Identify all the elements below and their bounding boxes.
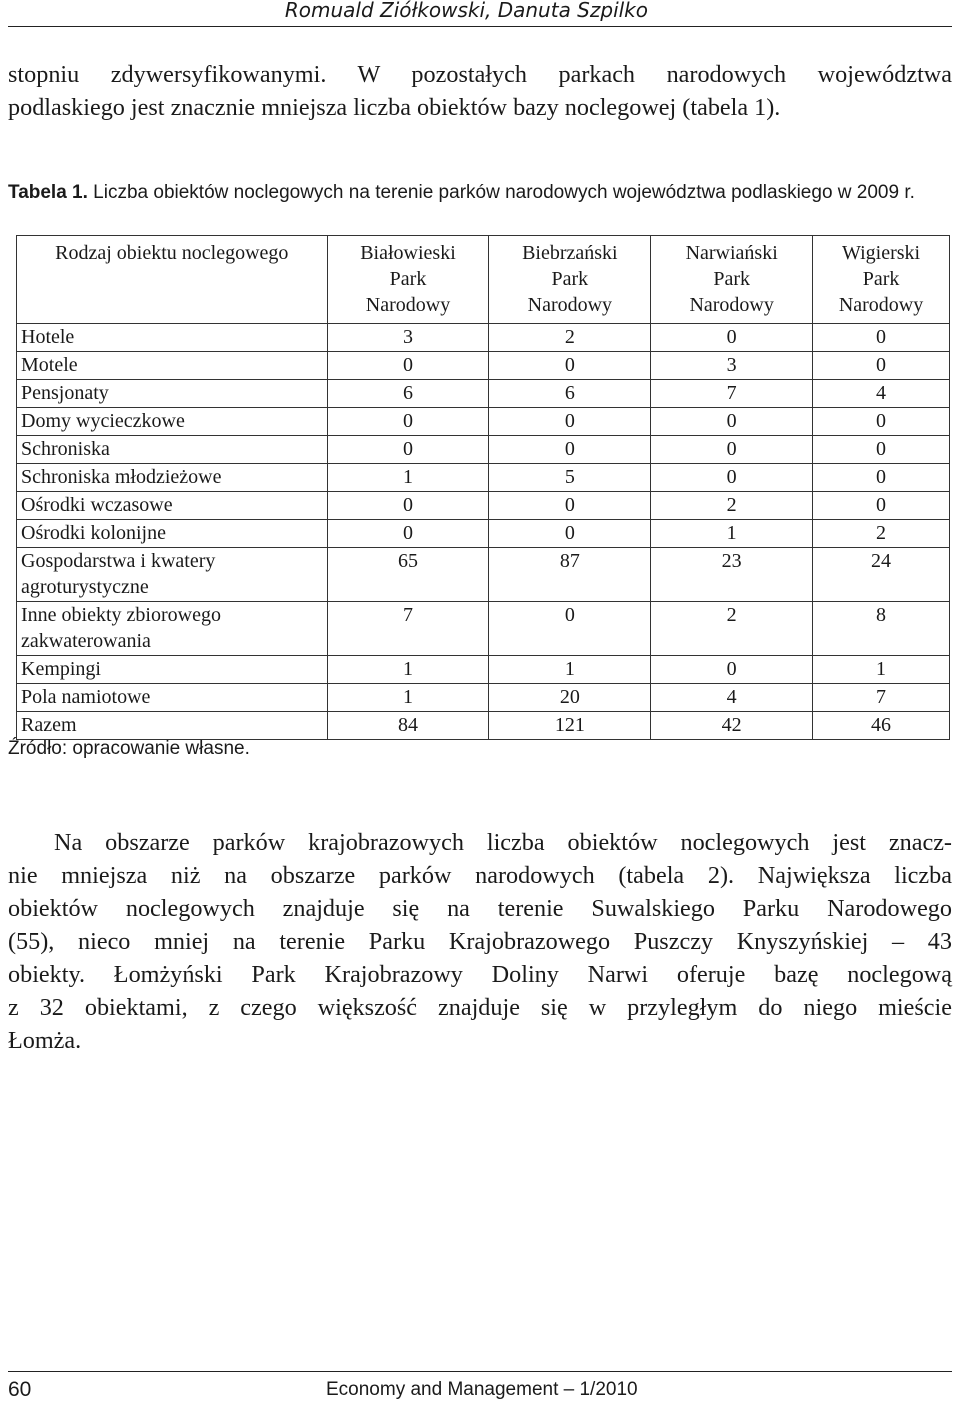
- cell-value: 3: [651, 352, 813, 380]
- body-line: obiekty. Łomżyński Park Krajobrazowy Doliny Narwi oferuje bazę noclegową: [8, 961, 952, 988]
- row-label: Hotele: [17, 324, 328, 352]
- cell-value: 7: [327, 602, 489, 656]
- cell-value: 0: [813, 436, 950, 464]
- cell-value: 2: [489, 324, 651, 352]
- row-label: Schroniska: [17, 436, 328, 464]
- table-header-row: [17, 236, 950, 324]
- column-header-park: Wigierski Park Narodowy: [813, 236, 950, 324]
- cell-value: 0: [813, 352, 950, 380]
- cell-value: 4: [651, 684, 813, 712]
- cell-value: 2: [813, 520, 950, 548]
- cell-value: 7: [813, 684, 950, 712]
- row-label: Motele: [17, 352, 328, 380]
- cell-value: 6: [327, 380, 489, 408]
- cell-value: 0: [327, 436, 489, 464]
- cell-value: 0: [327, 520, 489, 548]
- accommodation-table: [16, 235, 950, 740]
- table-row: [17, 656, 950, 684]
- row-label: Schroniska młodzieżowe: [17, 464, 328, 492]
- cell-value: 87: [489, 548, 651, 602]
- row-label: Pola namiotowe: [17, 684, 328, 712]
- column-header-park: Białowieski Park Narodowy: [327, 236, 489, 324]
- cell-value: 65: [327, 548, 489, 602]
- table-row: [17, 684, 950, 712]
- cell-value: 1: [327, 464, 489, 492]
- row-label: Razem: [17, 712, 328, 740]
- table-row: [17, 408, 950, 436]
- body-line: z 32 obiektami, z czego większość znajduje się w przyległym do niego mieście: [8, 994, 952, 1021]
- cell-value: 0: [651, 324, 813, 352]
- row-label: Pensjonaty: [17, 380, 328, 408]
- cell-value: 0: [651, 436, 813, 464]
- footer-rule: [8, 1371, 952, 1372]
- body-line: (55), nieco mniej na terenie Parku Krajobrazowego Puszczy Knyszyńskiej – 43: [8, 928, 952, 955]
- header-rule: [8, 26, 952, 27]
- table-row: [17, 602, 950, 656]
- cell-value: 24: [813, 548, 950, 602]
- cell-value: 6: [489, 380, 651, 408]
- cell-value: 1: [327, 656, 489, 684]
- body-line: Na obszarze parków krajobrazowych liczba obiektów noclegowych jest znacz-: [54, 829, 952, 856]
- table-row: [17, 492, 950, 520]
- journal-name: Economy and Management – 1/2010: [326, 1379, 638, 1400]
- row-label: Ośrodki wczasowe: [17, 492, 328, 520]
- cell-value: 0: [489, 408, 651, 436]
- cell-value: 84: [327, 712, 489, 740]
- row-label: Inne obiekty zbiorowego zakwaterowania: [17, 602, 328, 656]
- table-row: [17, 324, 950, 352]
- cell-value: 0: [813, 324, 950, 352]
- table-source-note: Źródło: opracowanie własne.: [8, 738, 250, 759]
- cell-value: 0: [813, 464, 950, 492]
- cell-value: 2: [651, 602, 813, 656]
- cell-value: 0: [489, 602, 651, 656]
- column-header-type: Rodzaj obiektu noclegowego: [17, 236, 328, 324]
- column-header-park: Biebrzański Park Narodowy: [489, 236, 651, 324]
- cell-value: 0: [813, 408, 950, 436]
- table-row: [17, 352, 950, 380]
- cell-value: 0: [489, 352, 651, 380]
- row-label: Domy wycieczkowe: [17, 408, 328, 436]
- table-row: [17, 712, 950, 740]
- intro-paragraph: [8, 58, 952, 124]
- row-label: Ośrodki kolonijne: [17, 520, 328, 548]
- cell-value: 0: [327, 408, 489, 436]
- cell-value: 0: [651, 408, 813, 436]
- cell-value: 23: [651, 548, 813, 602]
- body-line: Łomża.: [8, 1027, 82, 1054]
- body-line: obiektów noclegowych znajduje się na terenie Suwalskiego Parku Narodowego: [8, 895, 952, 922]
- cell-value: 8: [813, 602, 950, 656]
- body-paragraph: [8, 826, 952, 1057]
- column-header-park: Narwiański Park Narodowy: [651, 236, 813, 324]
- page-number: 60: [8, 1378, 32, 1401]
- cell-value: 1: [489, 656, 651, 684]
- cell-value: 1: [651, 520, 813, 548]
- cell-value: 7: [651, 380, 813, 408]
- cell-value: 0: [327, 492, 489, 520]
- cell-value: 121: [489, 712, 651, 740]
- cell-value: 20: [489, 684, 651, 712]
- body-line: nie mniejsza niż na obszarze parków narodowych (tabela 2). Największa liczba: [8, 862, 952, 889]
- cell-value: 0: [651, 656, 813, 684]
- table-row: [17, 548, 950, 602]
- table-row: [17, 380, 950, 408]
- table-row: [17, 520, 950, 548]
- table-caption: [8, 176, 952, 209]
- cell-value: 5: [489, 464, 651, 492]
- cell-value: 0: [813, 492, 950, 520]
- table-caption-text: Liczba obiektów noclegowych na terenie parków narodowych województwa podlaskiego w 2009 r.: [87, 182, 915, 203]
- intro-line: podlaskiego jest znacznie mniejsza liczba obiektów bazy noclegowej (tabela 1).: [8, 94, 781, 121]
- table-row: [17, 464, 950, 492]
- table-caption-label: Tabela 1.: [8, 182, 88, 203]
- cell-value: 0: [489, 520, 651, 548]
- cell-value: 1: [813, 656, 950, 684]
- cell-value: 2: [651, 492, 813, 520]
- cell-value: 4: [813, 380, 950, 408]
- row-label: Kempingi: [17, 656, 328, 684]
- cell-value: 0: [489, 492, 651, 520]
- table-row: [17, 436, 950, 464]
- cell-value: 0: [651, 464, 813, 492]
- cell-value: 0: [327, 352, 489, 380]
- running-header-authors: Romuald Ziółkowski, Danuta Szpilko: [284, 0, 648, 22]
- row-label: Gospodarstwa i kwatery agroturystyczne: [17, 548, 328, 602]
- cell-value: 42: [651, 712, 813, 740]
- cell-value: 1: [327, 684, 489, 712]
- cell-value: 0: [489, 436, 651, 464]
- cell-value: 46: [813, 712, 950, 740]
- cell-value: 3: [327, 324, 489, 352]
- intro-line: stopniu zdywersyfikowanymi. W pozostałych parkach narodowych województwa: [8, 61, 952, 88]
